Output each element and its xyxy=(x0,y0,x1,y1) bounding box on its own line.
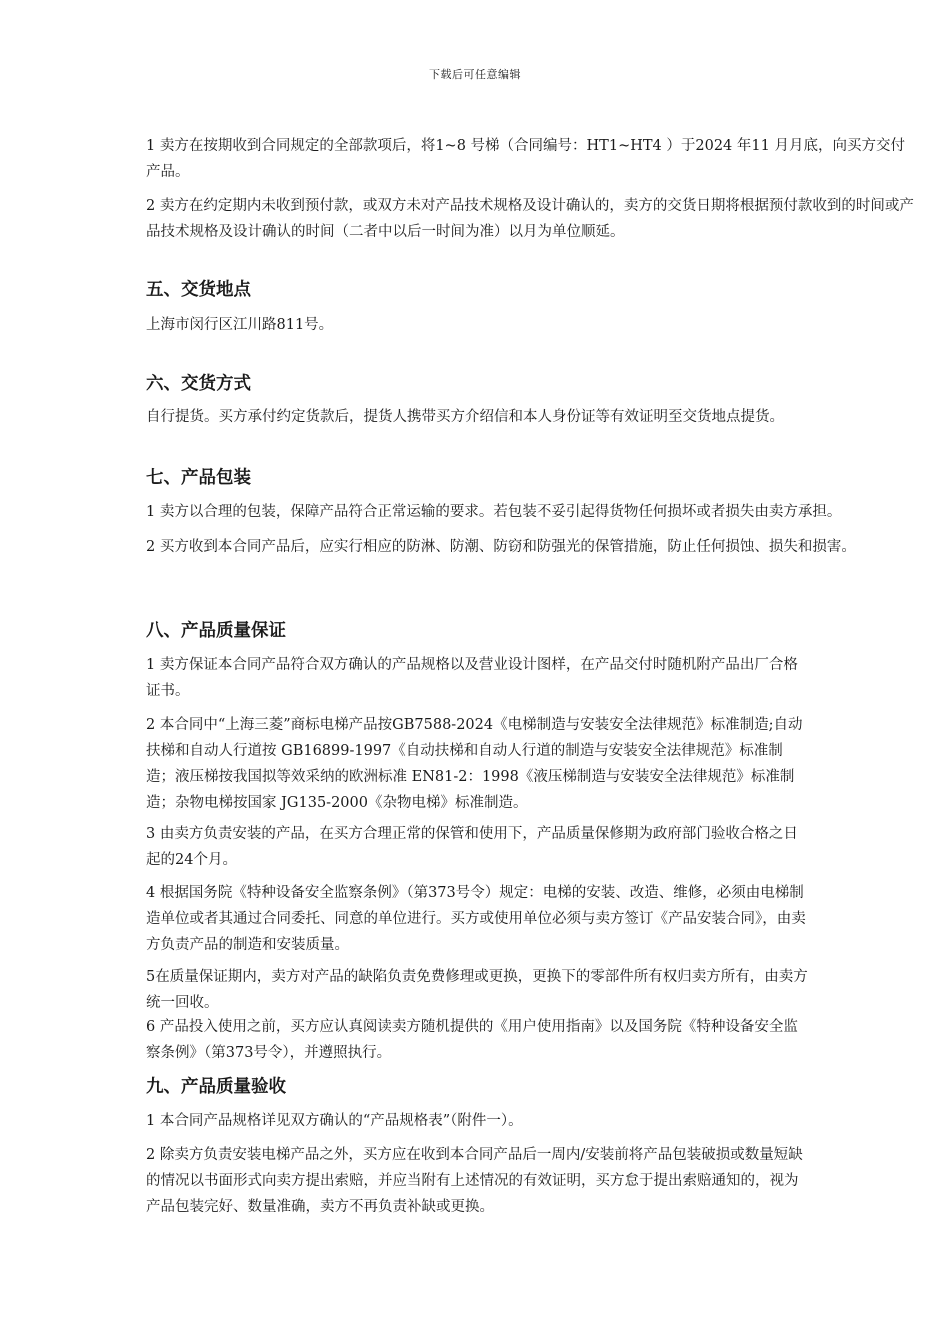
section-7-paragraph-2: 2 买方收到本合同产品后，应实行相应的防淋、防潮、防窃和防强光的保管措施，防止任何损蚀、损失和损害。 xyxy=(146,539,856,555)
section-8-title: 八、产品质量保证 xyxy=(146,621,286,641)
section-5-title: 五、交货地点 xyxy=(146,280,251,300)
section-7-title: 七、产品包装 xyxy=(146,468,251,488)
section-9-paragraph-1: 1 本合同产品规格详见双方确认的“产品规格表”（附件一）。 xyxy=(146,1113,523,1129)
section-8-paragraph-5: 5在质量保证期内，卖方对产品的缺陷负责免费修理或更换，更换下的零部件所有权归卖方所有，由卖方统一回收。 xyxy=(146,969,808,1011)
delivery-time-clause-2: 2 卖方在约定期内未收到预付款，或双方未对产品技术规格及设计确认的，卖方的交货日期将根据预付款收到的时间或产品技术规格及设计确认的时间（二者中以后一时间为准）以月为单位顺延。 xyxy=(146,198,914,240)
section-6-title: 六、交货方式 xyxy=(146,374,251,394)
page-header: 下载后可任意编辑 xyxy=(429,68,521,81)
section-8-paragraph-3: 3 由卖方负责安装的产品，在买方合理正常的保管和使用下，产品质量保修期为政府部门验收合格之日起的24个月。 xyxy=(146,826,798,868)
section-8-paragraph-6: 6 产品投入使用之前，买方应认真阅读卖方随机提供的《用户使用指南》以及国务院《特种设备安全监察条例》（第373号令），并遵照执行。 xyxy=(146,1019,798,1061)
section-8-paragraph-1: 1 卖方保证本合同产品符合双方确认的产品规格以及营业设计图样，在产品交付时随机附产品出厂合格证书。 xyxy=(146,657,798,699)
section-5-paragraph: 上海市闵行区江川路811号。 xyxy=(146,317,334,333)
section-8-paragraph-4: 4 根据国务院《特种设备安全监察条例》（第373号令）规定：电梯的安装、改造、维修，必须由电梯制造单位或者其通过合同委托、同意的单位进行。买方或使用单位必须与卖方签订《产品安装合同》，由卖方负责产品的制造和安装质量。 xyxy=(146,885,806,953)
section-6-paragraph: 自行提货。买方承付约定货款后，提货人携带买方介绍信和本人身份证等有效证明至交货地点提货。 xyxy=(146,409,784,425)
section-9-title: 九、产品质量验收 xyxy=(146,1077,286,1097)
section-8-paragraph-2: 2 本合同中“上海三菱”商标电梯产品按GB7588-2024《电梯制造与安装安全法律规范》标准制造;自动扶梯和自动人行道按 GB16899-1997《自动扶梯和自动人行道的制造与安装安全法律规范》标准制造；液压梯按我国拟等效采纳的欧洲标准 EN81-2：1998《液压梯制造与安装安全法律规范》标准制造；杂物电梯按国家 JG135-2000《杂物电梯》标准制造。 xyxy=(146,717,803,811)
section-9-paragraph-2: 2 除卖方负责安装电梯产品之外，买方应在收到本合同产品后一周内/安装前将产品包装破损或数量短缺的情况以书面形式向卖方提出索赔，并应当附有上述情况的有效证明，买方怠于提出索赔通知的，视为产品包装完好、数量准确，卖方不再负责补缺或更换。 xyxy=(146,1147,803,1215)
delivery-time-clause-1: 1 卖方在按期收到合同规定的全部款项后，将1~8 号梯（合同编号：HT1~HT4 ）于2024 年11 月月底，向买方交付产品。 xyxy=(146,138,905,180)
section-7-paragraph-1: 1 卖方以合理的包装，保障产品符合正常运输的要求。若包装不妥引起得货物任何损坏或者损失由卖方承担。 xyxy=(146,504,842,520)
